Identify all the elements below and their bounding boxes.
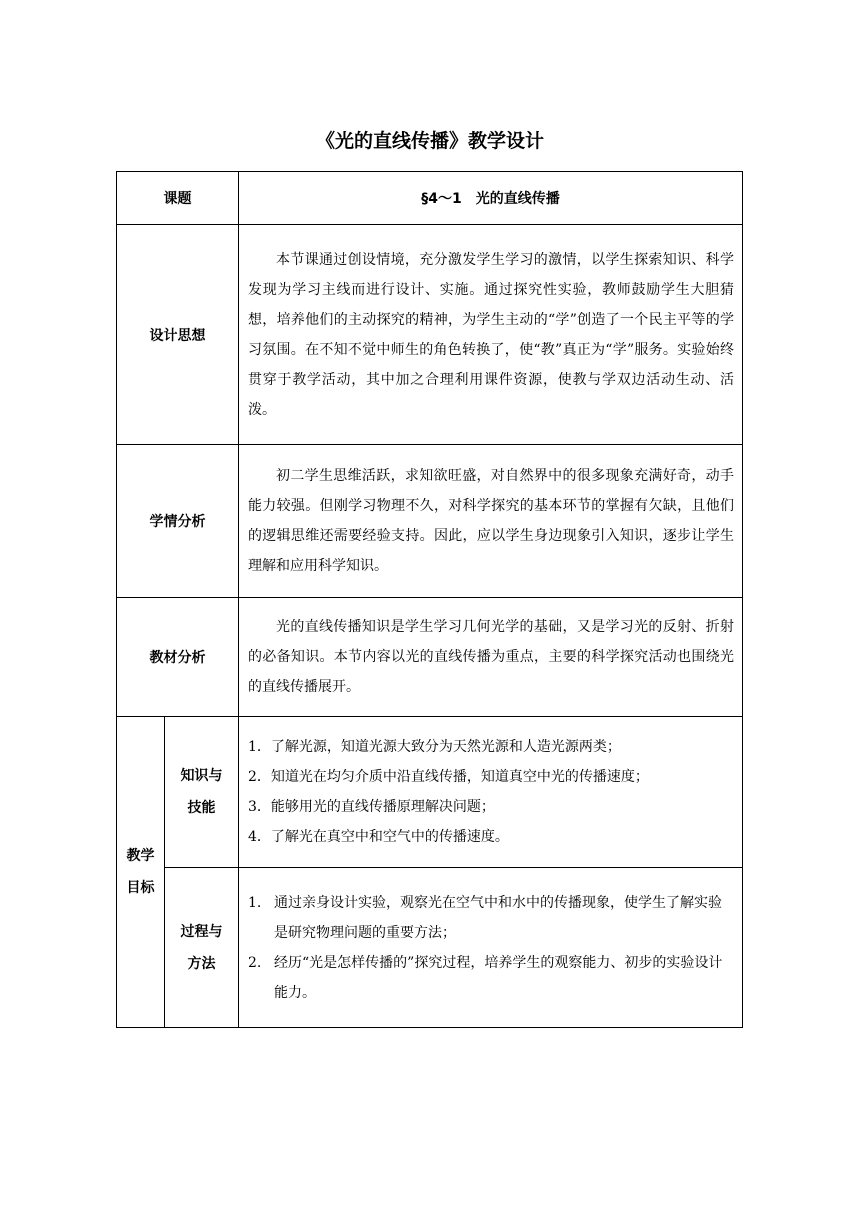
topic-label: 课题	[117, 172, 239, 225]
material-analysis-row	[117, 598, 743, 717]
item-text: 知道光在均匀介质中沿直线传播，知道真空中光的传播速度；	[270, 769, 649, 785]
knowledge-skills-cell	[239, 717, 743, 868]
document-title: 《光的直线传播》教学设计	[315, 130, 544, 152]
list-item	[248, 792, 734, 822]
knowledge-row	[117, 717, 743, 868]
process-methods-label-line2: 方法	[187, 955, 216, 972]
item-text: 了解光在真空中和空气中的传播速度。	[270, 829, 509, 845]
item-number: 3．	[248, 799, 271, 815]
item-text: 通过亲身设计实验，观察光在空气中和水中的传播现象，使学生了解实验是研究物理问题的重要方法；	[274, 894, 722, 941]
item-number: 4．	[248, 829, 271, 845]
list-item	[248, 762, 734, 792]
item-text: 了解光源，知道光源大致分为天然光源和人造光源两类；	[270, 739, 621, 755]
design-idea-label: 设计思想	[117, 225, 239, 445]
knowledge-skills-label-line1: 知识与	[180, 768, 223, 784]
design-idea-cell	[239, 225, 743, 445]
list-item	[248, 948, 734, 1008]
list-item	[248, 888, 734, 948]
knowledge-skills-label	[165, 717, 239, 868]
process-methods-label-line1: 过程与	[180, 923, 223, 940]
teaching-goals-label-line2: 目标	[126, 880, 155, 896]
list-item	[248, 822, 734, 852]
design-idea-text: 本节课通过创设情境，充分激发学生学习的激情，以学生探索知识、科学发现为学习主线而进行设计、实施。通过探究性实验，教师鼓励学生大胆猜想，培养他们的主动探究的精神，为学生主动的“学”创造了一个民主平等的学习氛围。在不知不觉中师生的角色转换了，使“教”真正为“学”服务。实验始终贯穿于教学活动，其中加之合理利用课件资源，使教与学双边活动生动、活泼。	[248, 251, 734, 418]
topic-value: §4～1 光的直线传播	[239, 172, 743, 225]
teaching-goals-label-line1: 教学	[126, 848, 155, 864]
design-idea-row	[117, 225, 743, 445]
item-number: 2．	[248, 769, 271, 785]
teaching-goals-label	[117, 717, 165, 1028]
item-number: 2.	[248, 954, 262, 971]
student-analysis-text: 初二学生思维活跃，求知欲旺盛，对自然界中的很多现象充满好奇，动手能力较强。但刚学习物理不久，对科学探究的基本环节的掌握有欠缺，且他们的逻辑思维还需要经验支持。因此，应以学生身边现象引入知识，逐步让学生理解和应用科学知识。	[248, 468, 734, 574]
item-text: 能够用光的直线传播原理解决问题；	[270, 799, 495, 815]
process-methods-list	[239, 888, 742, 1008]
process-methods-label	[165, 868, 239, 1028]
item-text: 经历“光是怎样传播的”探究过程，培养学生的观察能力、初步的实验设计能力。	[274, 954, 723, 1001]
student-analysis-label: 学情分析	[117, 445, 239, 598]
material-analysis-cell	[239, 598, 743, 717]
lesson-plan-table	[116, 171, 743, 1028]
item-number: 1.	[248, 894, 262, 911]
item-number: 1．	[248, 739, 271, 755]
process-methods-cell	[239, 868, 743, 1028]
material-analysis-label: 教材分析	[117, 598, 239, 717]
list-item	[248, 732, 734, 762]
student-analysis-row	[117, 445, 743, 598]
topic-row	[117, 172, 743, 225]
knowledge-skills-label-line2: 技能	[187, 800, 216, 816]
knowledge-skills-list	[239, 732, 742, 852]
process-row	[117, 868, 743, 1028]
material-analysis-text: 光的直线传播知识是学生学习几何光学的基础，又是学习光的反射、折射的必备知识。本节内容以光的直线传播为重点，主要的科学探究活动也围绕光的直线传播展开。	[248, 619, 734, 695]
student-analysis-cell	[239, 445, 743, 598]
